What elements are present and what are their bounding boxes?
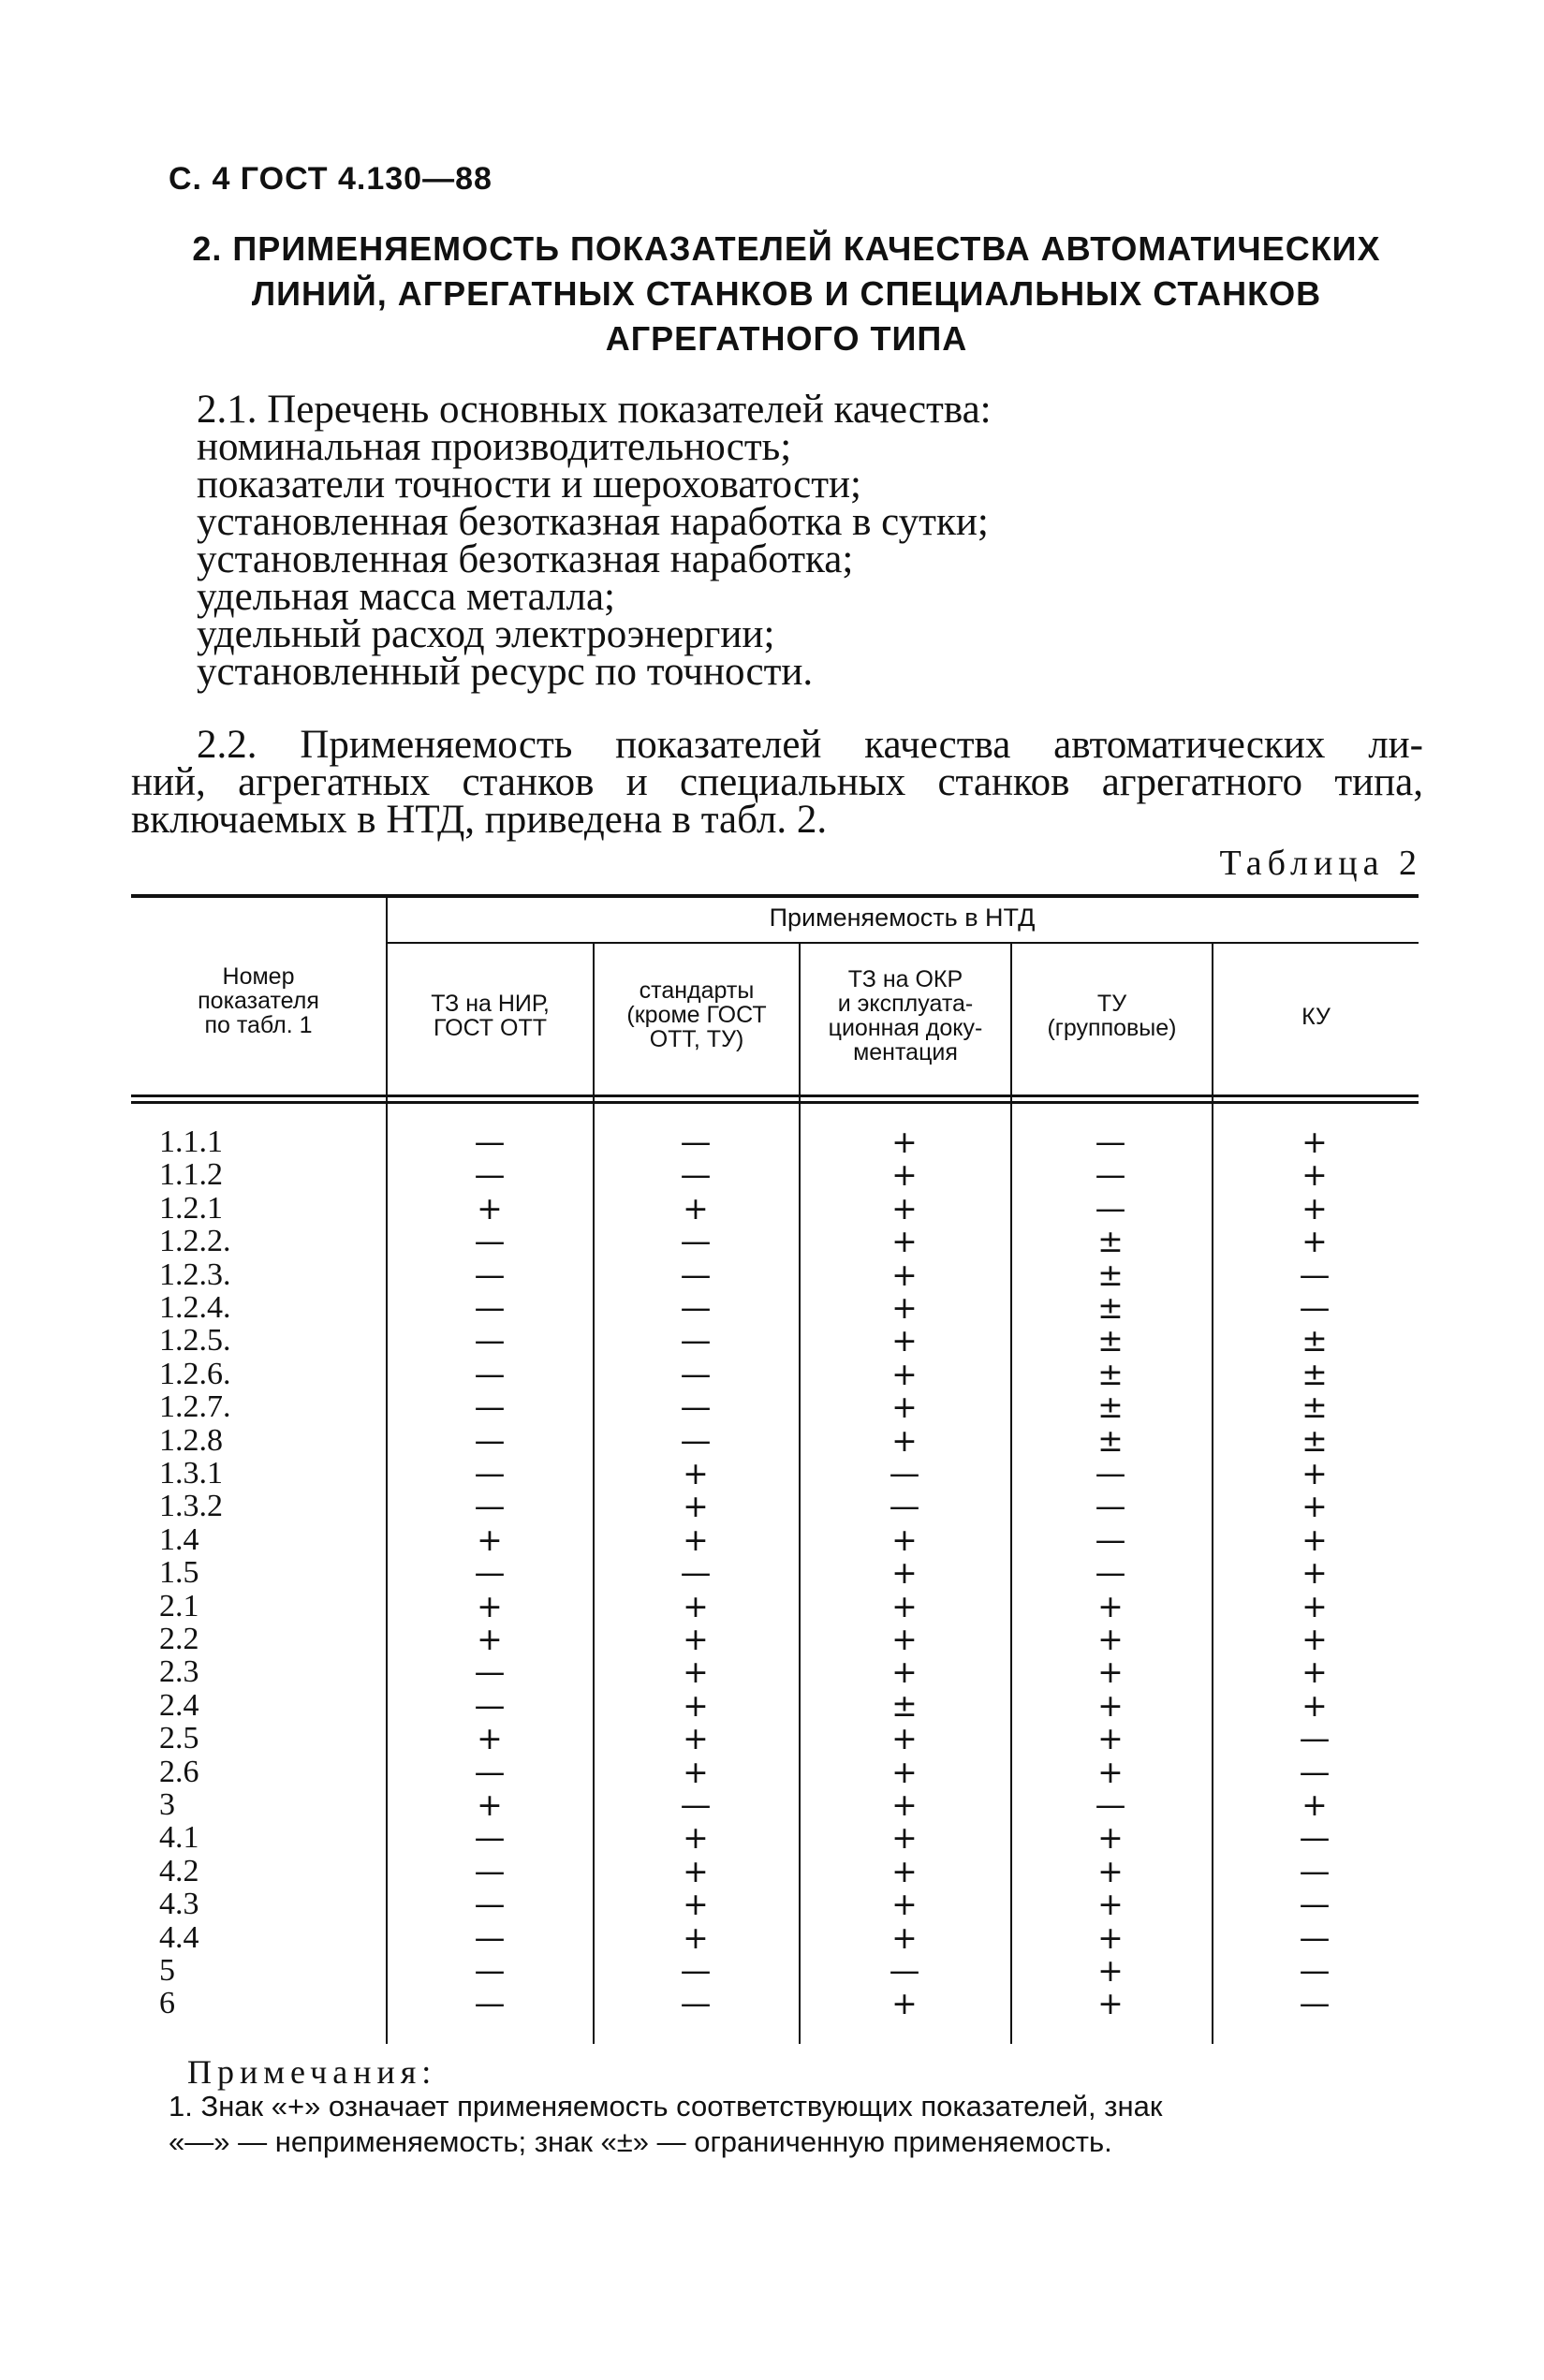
applicability-mark: +: [891, 1124, 918, 1160]
row-number: 1.2.8: [159, 1422, 223, 1458]
applicability-mark: +: [1301, 1488, 1328, 1525]
paragraph-line: включаемых в НТД, приведена в табл. 2.: [131, 798, 828, 842]
applicability-mark: —: [474, 1886, 506, 1923]
applicability-mark: +: [1097, 1886, 1124, 1923]
applicability-mark: +: [1097, 1918, 1124, 1956]
applicability-mark: +: [891, 1653, 918, 1691]
list-item: удельная масса металла;: [197, 575, 616, 619]
applicability-mark: +: [477, 1786, 503, 1823]
page-header: С. 4 ГОСТ 4.130—88: [169, 161, 493, 197]
list-item: установленный ресурс по точности.: [197, 650, 814, 694]
header-text: ТЗ на НИР,: [431, 991, 550, 1017]
applicability-mark: —: [474, 1819, 506, 1857]
applicability-mark: +: [683, 1918, 709, 1956]
header-text: ТУ: [1096, 991, 1127, 1017]
group-header-rule: [386, 942, 1419, 944]
row-number: 6: [159, 1986, 175, 2021]
applicability-mark: +: [891, 1289, 918, 1326]
applicability-mark: +: [1097, 1952, 1124, 1989]
row-number: 1.2.2.: [159, 1224, 231, 1259]
applicability-mark: +: [891, 1886, 918, 1923]
applicability-mark: +: [891, 1388, 918, 1426]
list-item: установленная безотказная наработка в сутки;: [197, 500, 989, 544]
applicability-mark: +: [1097, 1621, 1124, 1657]
row-number: 1.2.7.: [159, 1389, 231, 1425]
row-number: 4.3: [159, 1887, 199, 1922]
applicability-mark: —: [680, 1355, 712, 1392]
applicability-mark: +: [1301, 1554, 1328, 1592]
applicability-mark: —: [474, 1421, 506, 1459]
applicability-mark: —: [680, 1786, 712, 1823]
applicability-mark: +: [891, 1322, 918, 1359]
applicability-mark: +: [683, 1720, 709, 1757]
applicability-mark: +: [1097, 1852, 1124, 1889]
header-text: ционная доку-: [828, 1015, 983, 1041]
applicability-mark: —: [1299, 1753, 1331, 1790]
applicability-mark: —: [1095, 1156, 1126, 1194]
applicability-mark: —: [474, 1289, 506, 1326]
header-text: ГОСТ ОТТ: [433, 1015, 547, 1041]
row-number: 5: [159, 1953, 175, 1988]
column-divider: [1010, 942, 1012, 2044]
section-title-line: ЛИНИЙ, АГРЕГАТНЫХ СТАНКОВ И СПЕЦИАЛЬНЫХ СТАНКОВ: [251, 274, 1322, 313]
applicability-mark: +: [683, 1587, 709, 1624]
applicability-mark: —: [474, 1985, 506, 2022]
notes-title: Примечания:: [187, 2053, 437, 2091]
header-col-tz-nir: [388, 992, 593, 1040]
applicability-mark: —: [1299, 1985, 1331, 2022]
row-number: 1.3.2: [159, 1489, 223, 1524]
section-title: [140, 227, 1433, 361]
applicability-mark: +: [891, 1223, 918, 1260]
applicability-mark: +: [891, 1753, 918, 1790]
applicability-mark: —: [474, 1124, 506, 1160]
applicability-mark: —: [474, 1455, 506, 1491]
applicability-mark: +: [683, 1455, 709, 1491]
applicability-mark: +: [891, 1189, 918, 1227]
applicability-mark: +: [477, 1587, 503, 1624]
applicability-mark: +: [1301, 1587, 1328, 1624]
applicability-mark: +: [891, 1621, 918, 1657]
table-caption: Таблица 2: [1219, 844, 1422, 883]
applicability-mark: +: [1301, 1786, 1328, 1823]
applicability-mark: —: [474, 1918, 506, 1956]
row-number: 2.4: [159, 1687, 199, 1723]
applicability-mark: +: [1097, 1753, 1124, 1790]
applicability-mark: +: [683, 1189, 709, 1227]
applicability-mark: ±: [1097, 1421, 1124, 1459]
applicability-mark: —: [1299, 1819, 1331, 1857]
header-bottom-rule: [131, 1101, 1419, 1104]
row-number: 1.2.4.: [159, 1290, 231, 1325]
applicability-mark: —: [680, 1156, 712, 1194]
applicability-mark: +: [1097, 1686, 1124, 1724]
row-number: 1.5: [159, 1555, 199, 1591]
applicability-mark: +: [891, 1521, 918, 1558]
applicability-mark: —: [474, 1488, 506, 1525]
applicability-mark: —: [1095, 1455, 1126, 1491]
row-number: 4.4: [159, 1919, 199, 1955]
column-divider: [1212, 942, 1213, 2044]
applicability-mark: —: [680, 1985, 712, 2022]
applicability-mark: —: [680, 1256, 712, 1293]
applicability-mark: +: [1097, 1587, 1124, 1624]
column-divider: [593, 942, 595, 2044]
applicability-mark: —: [1095, 1124, 1126, 1160]
applicability-mark: +: [1301, 1124, 1328, 1160]
applicability-mark: —: [680, 1388, 712, 1426]
note-line: 1. Знак «+» означает применяемость соответствующих показателей, знак: [169, 2090, 1163, 2123]
applicability-table: [131, 894, 1419, 2046]
applicability-mark: —: [474, 1223, 506, 1260]
applicability-mark: —: [680, 1124, 712, 1160]
applicability-mark: +: [1097, 1720, 1124, 1757]
applicability-mark: +: [1301, 1189, 1328, 1227]
note-line: «—» — неприменяемость; знак «±» — ограниченную применяемость.: [169, 2125, 1112, 2158]
applicability-mark: —: [680, 1421, 712, 1459]
header-text: стандарты: [639, 977, 755, 1004]
applicability-mark: —: [474, 1256, 506, 1293]
table-top-rule: [131, 894, 1419, 898]
row-number: 1.2.5.: [159, 1323, 231, 1359]
row-number: 1.4: [159, 1521, 199, 1557]
applicability-mark: —: [1095, 1521, 1126, 1558]
applicability-mark: +: [891, 1985, 918, 2022]
applicability-mark: ±: [1097, 1223, 1124, 1260]
applicability-mark: —: [474, 1388, 506, 1426]
applicability-mark: —: [1299, 1289, 1331, 1326]
applicability-mark: +: [891, 1587, 918, 1624]
applicability-mark: ±: [1097, 1355, 1124, 1392]
row-number: 4.1: [159, 1820, 199, 1856]
applicability-mark: —: [680, 1322, 712, 1359]
applicability-mark: —: [474, 1753, 506, 1790]
applicability-mark: —: [1299, 1952, 1331, 1989]
applicability-mark: +: [1301, 1521, 1328, 1558]
applicability-mark: ±: [1301, 1421, 1328, 1459]
paragraph-line: 2.2. Применяемость показателей качества автоматических ли-: [197, 723, 1423, 767]
paragraph-lead: 2.1. Перечень основных показателей качества:: [197, 388, 992, 432]
applicability-mark: +: [1097, 1653, 1124, 1691]
applicability-mark: +: [477, 1521, 503, 1558]
applicability-mark: +: [683, 1852, 709, 1889]
applicability-mark: —: [474, 1686, 506, 1724]
applicability-mark: +: [1097, 1985, 1124, 2022]
section-title-line: АГРЕГАТНОГО ТИПА: [605, 319, 968, 358]
list-item: установленная безотказная наработка;: [197, 537, 854, 581]
header-text: ОТТ, ТУ): [649, 1026, 744, 1052]
applicability-mark: —: [1299, 1720, 1331, 1757]
applicability-mark: —: [680, 1289, 712, 1326]
row-number: 1.3.1: [159, 1456, 223, 1491]
applicability-mark: +: [891, 1786, 918, 1823]
applicability-mark: +: [891, 1819, 918, 1857]
header-text: КУ: [1301, 1004, 1331, 1030]
applicability-mark: +: [683, 1488, 709, 1525]
row-number: 1.2.1: [159, 1190, 223, 1226]
row-number: 1.1.1: [159, 1124, 223, 1159]
header-text: и эксплуата-: [837, 991, 974, 1017]
applicability-mark: —: [1299, 1256, 1331, 1293]
header-col-ku: [1213, 1005, 1419, 1029]
applicability-mark: +: [1301, 1686, 1328, 1724]
applicability-mark: +: [891, 1156, 918, 1194]
applicability-mark: +: [891, 1852, 918, 1889]
applicability-mark: —: [1095, 1189, 1126, 1227]
list-item: удельный расход электроэнергии;: [197, 612, 775, 656]
applicability-mark: —: [1299, 1852, 1331, 1889]
header-col-tz-okr: [801, 967, 1010, 1065]
applicability-mark: —: [680, 1554, 712, 1592]
applicability-mark: +: [683, 1886, 709, 1923]
applicability-mark: +: [1301, 1653, 1328, 1691]
row-number: 2.5: [159, 1721, 199, 1756]
applicability-mark: +: [683, 1819, 709, 1857]
row-number: 2.1: [159, 1588, 199, 1623]
applicability-mark: —: [1095, 1488, 1126, 1525]
applicability-mark: ±: [1097, 1322, 1124, 1359]
header-col-tu: [1012, 992, 1212, 1040]
applicability-mark: —: [680, 1952, 712, 1989]
header-text: (групповые): [1047, 1015, 1177, 1041]
row-number: 2.6: [159, 1754, 199, 1789]
applicability-mark: ±: [891, 1686, 918, 1724]
applicability-mark: —: [474, 1156, 506, 1194]
applicability-mark: +: [683, 1621, 709, 1657]
applicability-mark: —: [474, 1355, 506, 1392]
applicability-mark: +: [891, 1918, 918, 1956]
applicability-mark: —: [680, 1223, 712, 1260]
applicability-mark: —: [1299, 1886, 1331, 1923]
header-text: показателя: [198, 988, 319, 1014]
applicability-mark: +: [891, 1554, 918, 1592]
applicability-mark: +: [683, 1653, 709, 1691]
applicability-mark: —: [889, 1952, 920, 1989]
header-group-applicability: Применяемость в НТД: [769, 904, 1036, 932]
applicability-mark: +: [1097, 1819, 1124, 1857]
applicability-mark: ±: [1097, 1256, 1124, 1293]
applicability-mark: —: [1095, 1786, 1126, 1823]
paragraph-line: ний, агрегатных станков и специальных станков агрегатного типа,: [131, 760, 1423, 804]
applicability-mark: ±: [1097, 1289, 1124, 1326]
applicability-mark: +: [477, 1621, 503, 1657]
row-number: 2.2: [159, 1622, 199, 1656]
row-number: 4.2: [159, 1853, 199, 1888]
row-number: 1.2.6.: [159, 1356, 231, 1391]
applicability-mark: +: [891, 1256, 918, 1293]
applicability-mark: —: [889, 1455, 920, 1491]
applicability-mark: —: [1299, 1918, 1331, 1956]
list-item: номинальная производительность;: [197, 425, 792, 469]
list-item: показатели точности и шероховатости;: [197, 463, 861, 507]
column-divider: [386, 894, 388, 2044]
header-col-number: [131, 964, 386, 1037]
row-number: 1.2.3.: [159, 1256, 231, 1292]
row-number: 1.1.2: [159, 1157, 223, 1193]
applicability-mark: —: [889, 1488, 920, 1525]
applicability-mark: ±: [1097, 1388, 1124, 1426]
applicability-mark: ±: [1301, 1388, 1328, 1426]
applicability-mark: ±: [1301, 1355, 1328, 1392]
section-title-line: 2. ПРИМЕНЯЕМОСТЬ ПОКАЗАТЕЛЕЙ КАЧЕСТВА АВТОМАТИЧЕСКИХ: [192, 229, 1381, 268]
applicability-mark: +: [1301, 1455, 1328, 1491]
row-number: 2.3: [159, 1654, 199, 1690]
applicability-mark: —: [474, 1852, 506, 1889]
header-text: ментация: [853, 1039, 958, 1065]
applicability-mark: ±: [1301, 1322, 1328, 1359]
applicability-mark: —: [474, 1322, 506, 1359]
paragraph-2-1: [197, 388, 1433, 694]
paragraph-2-2: [131, 723, 1423, 842]
header-text: по табл. 1: [204, 1012, 313, 1038]
applicability-mark: —: [1095, 1554, 1126, 1592]
header-text: Номер: [222, 963, 295, 990]
applicability-mark: +: [683, 1753, 709, 1790]
applicability-mark: +: [683, 1686, 709, 1724]
header-text: ТЗ на ОКР: [847, 966, 963, 992]
header-text: (кроме ГОСТ: [626, 1002, 767, 1028]
applicability-mark: +: [1301, 1621, 1328, 1657]
applicability-mark: +: [891, 1355, 918, 1392]
applicability-mark: +: [683, 1521, 709, 1558]
column-divider: [799, 942, 801, 2044]
applicability-mark: +: [1301, 1223, 1328, 1260]
applicability-mark: —: [474, 1554, 506, 1592]
header-bottom-rule: [131, 1095, 1419, 1097]
applicability-mark: +: [477, 1720, 503, 1757]
applicability-mark: +: [477, 1189, 503, 1227]
applicability-mark: +: [891, 1720, 918, 1757]
row-number: 3: [159, 1787, 175, 1822]
applicability-mark: —: [474, 1952, 506, 1989]
applicability-mark: +: [891, 1421, 918, 1459]
header-col-standards: [595, 978, 799, 1051]
applicability-mark: +: [1301, 1156, 1328, 1194]
applicability-mark: —: [474, 1653, 506, 1691]
